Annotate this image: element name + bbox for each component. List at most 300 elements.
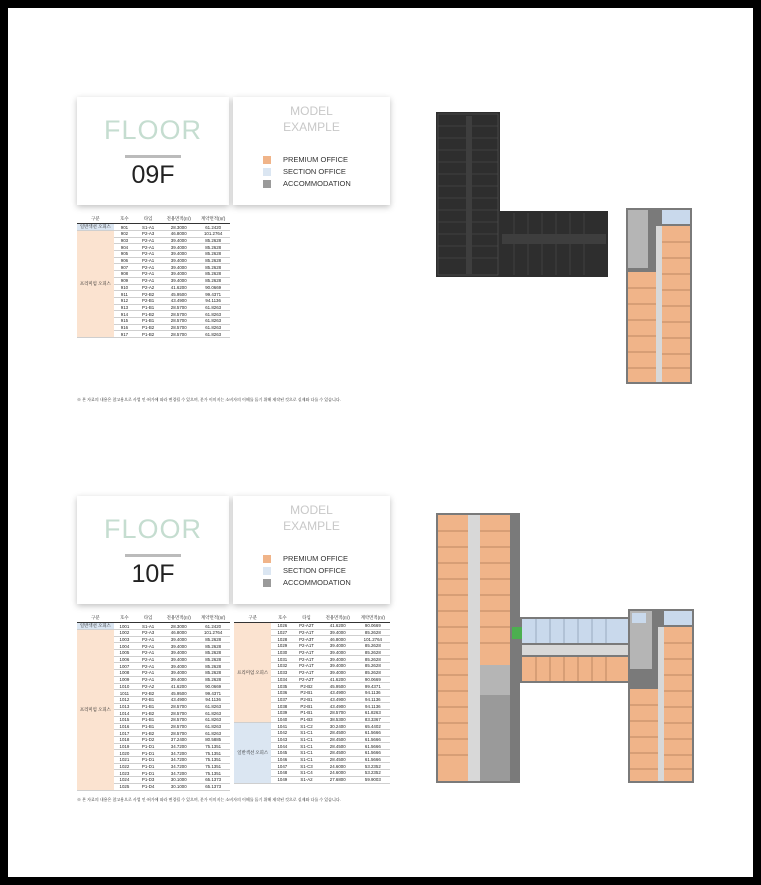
table-cell: 1010 [114, 683, 135, 690]
column-header: 구분 [234, 614, 271, 623]
table-row [234, 723, 390, 730]
table-cell: 1035 [271, 683, 293, 690]
table-cell: 1037 [271, 696, 293, 703]
table-cell: P2-A1 [135, 643, 161, 650]
table-cell: 45.9500 [161, 291, 196, 298]
table-cell: 39.4000 [161, 244, 196, 251]
legend-item-premium [263, 553, 351, 564]
table-cell: 46.8000 [320, 636, 356, 643]
table-cell: 75.1351 [196, 743, 230, 750]
table-cell: 28.4500 [320, 730, 356, 737]
legend-label: ACCOMMODATION [283, 179, 351, 188]
table-cell: P1-B2 [135, 710, 161, 717]
table-cell: S1-C1 [293, 750, 320, 757]
table-cell: P2-A1 [135, 656, 161, 663]
table-cell: 61.5666 [356, 756, 390, 763]
table-cell: 90.0669 [356, 623, 390, 630]
table-cell: 28.5700 [161, 710, 196, 717]
table-cell: P1-D2 [135, 737, 161, 744]
disclaimer-note: ※ 본 자료의 내용은 참고용으로 사업 인·허가에 따라 변경될 수 있으며, 분가 이미지는 소비자의 이해를 돕기 위해 제작된 것으로 실제와 다를 수 있습니다. [77, 797, 341, 802]
table-cell: 34.7200 [161, 763, 196, 770]
legend-label: PREMIUM OFFICE [283, 554, 348, 563]
table-cell: 61.8263 [196, 710, 230, 717]
legend [263, 553, 351, 589]
table-cell: P1-D1 [135, 763, 161, 770]
table-cell: 1018 [114, 737, 135, 744]
disclaimer-note: ※ 본 자료의 내용은 참고용으로 사업 인·허가에 따라 변경될 수 있으며, 분가 이미지는 소비자의 이해를 돕기 위해 제작된 것으로 실제와 다를 수 있습니다. [77, 397, 341, 402]
table-cell: 39.4000 [320, 649, 356, 656]
table-cell: 28.3000 [161, 623, 196, 630]
category-cell: 프리미엄 오피스 [77, 630, 114, 791]
table-cell: 85.2628 [356, 669, 390, 676]
table-cell: 65.1373 [196, 783, 230, 790]
table-cell: 28.5700 [320, 709, 356, 716]
table-cell: 75.1351 [196, 763, 230, 770]
table-cell: P2-A1 [135, 271, 161, 278]
table-cell: 1042 [271, 730, 293, 737]
table-cell: P2-A1 [135, 636, 161, 643]
table-cell: 41.6200 [161, 683, 196, 690]
table-cell: 1028 [271, 636, 293, 643]
table-cell: P1-B2 [135, 730, 161, 737]
swatch-accommodation [263, 180, 271, 188]
swatch-accommodation [263, 579, 271, 587]
table-cell: 1031 [271, 656, 293, 663]
table-cell: 43.4900 [161, 696, 196, 703]
table-cell: P2-A3 [135, 231, 161, 238]
table-cell: P1-B1 [135, 703, 161, 710]
table-cell: 39.4000 [161, 643, 196, 650]
table-cell: 1032 [271, 663, 293, 670]
table-cell: 85.2628 [196, 244, 230, 251]
table-cell: 28.3000 [161, 224, 196, 231]
table-cell: 1049 [271, 776, 293, 783]
table-cell: 24.6000 [320, 770, 356, 777]
table-cell: 61.8263 [196, 317, 230, 324]
table-cell: 61.5666 [356, 750, 390, 757]
model-example-title [233, 103, 390, 135]
table-cell: P2-A2 [135, 683, 161, 690]
table-cell: 101.2764 [196, 630, 230, 637]
table-cell: 909 [114, 277, 135, 284]
table-cell: 85.2628 [196, 663, 230, 670]
table-cell: 39.4000 [161, 277, 196, 284]
floor-plan-09f [436, 112, 696, 384]
table-cell: 85.2628 [356, 663, 390, 670]
table-cell: P1-B1 [135, 304, 161, 311]
table-cell: 85.2628 [356, 629, 390, 636]
table-cell: 1022 [114, 763, 135, 770]
table-cell: 1036 [271, 689, 293, 696]
table-cell: P2-A1 [135, 264, 161, 271]
table-cell: 1005 [114, 650, 135, 657]
table-cell: P1-B2 [135, 311, 161, 318]
table-cell: 904 [114, 244, 135, 251]
table-cell: 1017 [114, 730, 135, 737]
table-cell: P1-D1 [135, 750, 161, 757]
table-cell: 65.4402 [356, 723, 390, 730]
table-cell: 61.2420 [196, 224, 230, 231]
table-cell: 1046 [271, 756, 293, 763]
legend-item-section [263, 166, 351, 177]
legend-label: ACCOMMODATION [283, 578, 351, 587]
table-cell: 99.4371 [356, 683, 390, 690]
table-cell: 1047 [271, 763, 293, 770]
table-cell: 85.2628 [196, 277, 230, 284]
table-cell: 61.8263 [196, 324, 230, 331]
table-cell: 39.4000 [320, 643, 356, 650]
table-header-row [77, 614, 230, 623]
table-cell: 1043 [271, 736, 293, 743]
table-cell: 61.8263 [196, 723, 230, 730]
table-cell: 85.2628 [196, 636, 230, 643]
category-cell: 프리미엄 오피스 [234, 623, 271, 723]
table-row [77, 623, 230, 630]
table-cell: 28.5700 [161, 317, 196, 324]
table-cell: P1-B1 [135, 716, 161, 723]
floor-number: 10F [131, 560, 175, 588]
table-cell: 907 [114, 264, 135, 271]
column-header: 구분 [77, 215, 114, 224]
table-cell: 28.5700 [161, 311, 196, 318]
legend-label: PREMIUM OFFICE [283, 155, 348, 164]
table-cell: 61.5666 [356, 743, 390, 750]
column-header: 전용면적(㎡) [161, 614, 196, 623]
table-cell: P2-A1 [135, 663, 161, 670]
table-cell: 99.4371 [196, 291, 230, 298]
table-cell: 1019 [114, 743, 135, 750]
table-cell: P2-A1T [293, 643, 320, 650]
column-header: 전용면적(㎡) [320, 614, 356, 623]
table-cell: P2-A1T [293, 629, 320, 636]
table-cell: 1024 [114, 777, 135, 784]
table-cell: 1025 [114, 783, 135, 790]
column-header: 타입 [293, 614, 320, 623]
table-cell: 1008 [114, 670, 135, 677]
table-cell: 90.0669 [196, 683, 230, 690]
table-cell: 1026 [271, 623, 293, 630]
table-cell: 1013 [114, 703, 135, 710]
table-cell: 1002 [114, 630, 135, 637]
table-cell: P1-D1 [135, 757, 161, 764]
table-cell: 85.2628 [196, 676, 230, 683]
table-cell: 85.2628 [356, 656, 390, 663]
table-cell: 914 [114, 311, 135, 318]
table-cell: S1-C1 [293, 743, 320, 750]
table-cell: S1-C3 [293, 763, 320, 770]
table-cell: 39.4000 [161, 670, 196, 677]
plan-wing-color [626, 208, 692, 384]
table-cell: 94.1136 [196, 696, 230, 703]
table-cell: 101.2764 [196, 231, 230, 238]
table-cell: 1040 [271, 716, 293, 723]
table-cell: P2-A1T [293, 656, 320, 663]
table-cell: 85.2628 [196, 650, 230, 657]
table-cell: P2-B1 [293, 689, 320, 696]
table-cell: P1-B2 [135, 331, 161, 338]
table-cell: 39.4000 [161, 676, 196, 683]
column-header: 계약면적(㎡) [196, 614, 230, 623]
table-cell: P2-A1 [135, 670, 161, 677]
category-cell: 프리미엄 오피스 [77, 231, 114, 338]
swatch-premium [263, 555, 271, 563]
table-cell: 85.2628 [196, 251, 230, 258]
table-cell: 28.4500 [320, 743, 356, 750]
table-cell: 43.4900 [320, 696, 356, 703]
table-cell: S1-C4 [293, 770, 320, 777]
table-cell: 1001 [114, 623, 135, 630]
table-cell: P2-A3T [293, 636, 320, 643]
example-word: EXAMPLE [283, 519, 340, 533]
table-cell: 75.1351 [196, 757, 230, 764]
legend [263, 154, 351, 190]
table-cell: 85.2628 [356, 649, 390, 656]
table-cell: 61.2420 [196, 623, 230, 630]
table-cell: P1-D4 [135, 783, 161, 790]
table-cell: 34.7200 [161, 743, 196, 750]
legend-item-accommodation [263, 178, 351, 189]
table-cell: 1038 [271, 703, 293, 710]
table-cell: 34.7200 [161, 770, 196, 777]
table-cell: 85.2628 [196, 643, 230, 650]
table-cell: 39.4000 [320, 663, 356, 670]
table-cell: 1016 [114, 723, 135, 730]
plan-left-wing [436, 513, 520, 783]
table-cell: P2-B1 [135, 297, 161, 304]
table-cell: 101.2764 [356, 636, 390, 643]
table-cell: P2-A2 [135, 284, 161, 291]
table-cell: 85.2628 [196, 656, 230, 663]
table-cell: P2-A1 [135, 676, 161, 683]
table-cell: S1-C2 [293, 723, 320, 730]
table-cell: 53.2352 [356, 763, 390, 770]
table-cell: 28.5700 [161, 304, 196, 311]
table-cell: 59.9003 [356, 776, 390, 783]
table-cell: 24.6000 [320, 763, 356, 770]
table-cell: S1-A1 [135, 623, 161, 630]
table-cell: 917 [114, 331, 135, 338]
table-cell: S1-C1 [293, 730, 320, 737]
table-cell: S1-A1 [135, 224, 161, 231]
table-cell: P2-A1 [135, 650, 161, 657]
plan-wing-dark [436, 112, 608, 277]
table-cell: 1033 [271, 669, 293, 676]
table-cell: 46.8000 [161, 231, 196, 238]
table-cell: 1041 [271, 723, 293, 730]
unit-table-10f-right [234, 614, 390, 784]
table-cell: P1-B1 [293, 709, 320, 716]
table-cell: P2-A1 [135, 237, 161, 244]
table-cell: 75.1351 [196, 770, 230, 777]
model-example-card-09f [233, 97, 390, 205]
table-cell: P2-B2 [135, 291, 161, 298]
table-cell: 28.4500 [320, 756, 356, 763]
table-cell: P2-A1T [293, 663, 320, 670]
floor-number: 09F [131, 161, 175, 189]
table-cell: 30.2400 [320, 723, 356, 730]
table-cell: 34.7200 [161, 757, 196, 764]
table-cell: 94.1136 [356, 689, 390, 696]
table-cell: 28.4500 [320, 750, 356, 757]
table-cell: 45.9500 [320, 683, 356, 690]
table-cell: 28.5700 [161, 723, 196, 730]
table-row [77, 630, 230, 637]
table-cell: 912 [114, 297, 135, 304]
table-row [77, 224, 230, 231]
table-cell: P2-A1 [135, 277, 161, 284]
table-cell: 34.7200 [161, 750, 196, 757]
column-header: 호수 [114, 614, 135, 623]
table-cell: P2-B2 [135, 690, 161, 697]
model-word: MODEL [290, 503, 333, 517]
table-cell: 27.6800 [320, 776, 356, 783]
table-cell: 1034 [271, 676, 293, 683]
table-cell: 1007 [114, 663, 135, 670]
table-cell: P2-B1 [293, 703, 320, 710]
table-cell: P2-A2T [293, 676, 320, 683]
table-cell: 39.4000 [161, 271, 196, 278]
table-cell: 28.5700 [161, 324, 196, 331]
table-cell: 39.4000 [161, 656, 196, 663]
table-cell: S1-A2 [293, 776, 320, 783]
table-cell: 41.6200 [320, 676, 356, 683]
plan-right-wing [628, 609, 694, 783]
table-cell: 915 [114, 317, 135, 324]
floor-card-10f [77, 496, 229, 604]
table-cell: 30.1000 [161, 777, 196, 784]
table-cell: 37.2400 [161, 737, 196, 744]
table-cell: P1-D1 [135, 770, 161, 777]
table-cell: 1004 [114, 643, 135, 650]
model-example-card-10f [233, 496, 390, 604]
column-header: 구분 [77, 614, 114, 623]
table-cell: 61.5666 [356, 736, 390, 743]
table-cell: 916 [114, 324, 135, 331]
swatch-section [263, 567, 271, 575]
table-cell: 1009 [114, 676, 135, 683]
table-cell: 1021 [114, 757, 135, 764]
unit-table-09f [77, 215, 230, 338]
table-cell: 61.8263 [196, 331, 230, 338]
table-cell: 39.4000 [320, 656, 356, 663]
table-cell: 39.4000 [161, 650, 196, 657]
table-cell: P2-A1T [293, 669, 320, 676]
table-cell: 43.4900 [161, 297, 196, 304]
table-cell: 85.2628 [356, 643, 390, 650]
table-cell: 90.0669 [196, 284, 230, 291]
example-word: EXAMPLE [283, 120, 340, 134]
table-cell: P2-A1T [293, 649, 320, 656]
table-cell: 85.2628 [196, 257, 230, 264]
table-cell: 1039 [271, 709, 293, 716]
table-cell: 28.5700 [161, 331, 196, 338]
table-cell: 906 [114, 257, 135, 264]
table-cell: 1044 [271, 743, 293, 750]
table-cell: 39.4000 [161, 251, 196, 258]
unit-table-10f-left [77, 614, 230, 791]
swatch-premium [263, 156, 271, 164]
table-cell: 39.4000 [320, 629, 356, 636]
table-cell: 80.5885 [196, 737, 230, 744]
table-cell: 39.4000 [161, 264, 196, 271]
column-header: 호수 [271, 614, 293, 623]
swatch-section [263, 168, 271, 176]
table-cell: P2-B1 [293, 696, 320, 703]
legend-item-premium [263, 154, 351, 165]
table-cell: 28.5700 [161, 716, 196, 723]
table-cell: 61.8263 [356, 709, 390, 716]
table-cell: 28.4500 [320, 736, 356, 743]
brochure-page [8, 8, 753, 877]
column-header: 계약면적(㎡) [196, 215, 230, 224]
table-cell: P1-D1 [135, 743, 161, 750]
table-cell: 1020 [114, 750, 135, 757]
table-cell: 38.5300 [320, 716, 356, 723]
table-cell: 43.4900 [320, 703, 356, 710]
table-cell: 61.8263 [196, 730, 230, 737]
table-cell: P1-B1 [135, 317, 161, 324]
floor-plan-10f [436, 513, 696, 783]
floor-word: FLOOR [103, 514, 202, 544]
floor-divider [125, 155, 181, 158]
table-cell: 61.8263 [196, 716, 230, 723]
table-cell: 94.1136 [196, 297, 230, 304]
table-cell: 1003 [114, 636, 135, 643]
table-cell: 902 [114, 231, 135, 238]
table-cell: 43.4900 [320, 689, 356, 696]
table-cell: 1014 [114, 710, 135, 717]
table-cell: 1029 [271, 643, 293, 650]
table-cell: 1011 [114, 690, 135, 697]
table-header-row [234, 614, 390, 623]
category-cell: 일반섹션 오피스 [234, 723, 271, 783]
table-cell: 90.0669 [356, 676, 390, 683]
table-cell: 30.1000 [161, 783, 196, 790]
table-cell: P2-B1 [135, 696, 161, 703]
table-cell: 39.4000 [161, 237, 196, 244]
legend-item-accommodation [263, 577, 351, 588]
table-cell: 39.4000 [320, 669, 356, 676]
model-word: MODEL [290, 104, 333, 118]
table-cell: 75.1351 [196, 750, 230, 757]
column-header: 호수 [114, 215, 135, 224]
table-cell: 61.5666 [356, 730, 390, 737]
table-cell: 28.5700 [161, 730, 196, 737]
floor-divider [125, 554, 181, 557]
column-header: 전용면적(㎡) [161, 215, 196, 224]
table-cell: 1015 [114, 716, 135, 723]
table-cell: 1027 [271, 629, 293, 636]
table-cell: S1-C1 [293, 736, 320, 743]
table-cell: 1048 [271, 770, 293, 777]
table-cell: 903 [114, 237, 135, 244]
table-cell: 53.2352 [356, 770, 390, 777]
column-header: 계약면적(㎡) [356, 614, 390, 623]
table-cell: 910 [114, 284, 135, 291]
table-cell: P1-B2 [135, 324, 161, 331]
floor-word: FLOOR [103, 115, 202, 145]
table-cell: 905 [114, 251, 135, 258]
table-cell: 61.8263 [196, 304, 230, 311]
table-cell: P2-B2 [293, 683, 320, 690]
table-cell: S1-C1 [293, 756, 320, 763]
table-cell: 94.1136 [356, 696, 390, 703]
table-cell: P2-A1 [135, 244, 161, 251]
legend-item-section [263, 565, 351, 576]
legend-label: SECTION OFFICE [283, 566, 346, 575]
table-cell: P1-B3 [293, 716, 320, 723]
table-cell: 1030 [271, 649, 293, 656]
